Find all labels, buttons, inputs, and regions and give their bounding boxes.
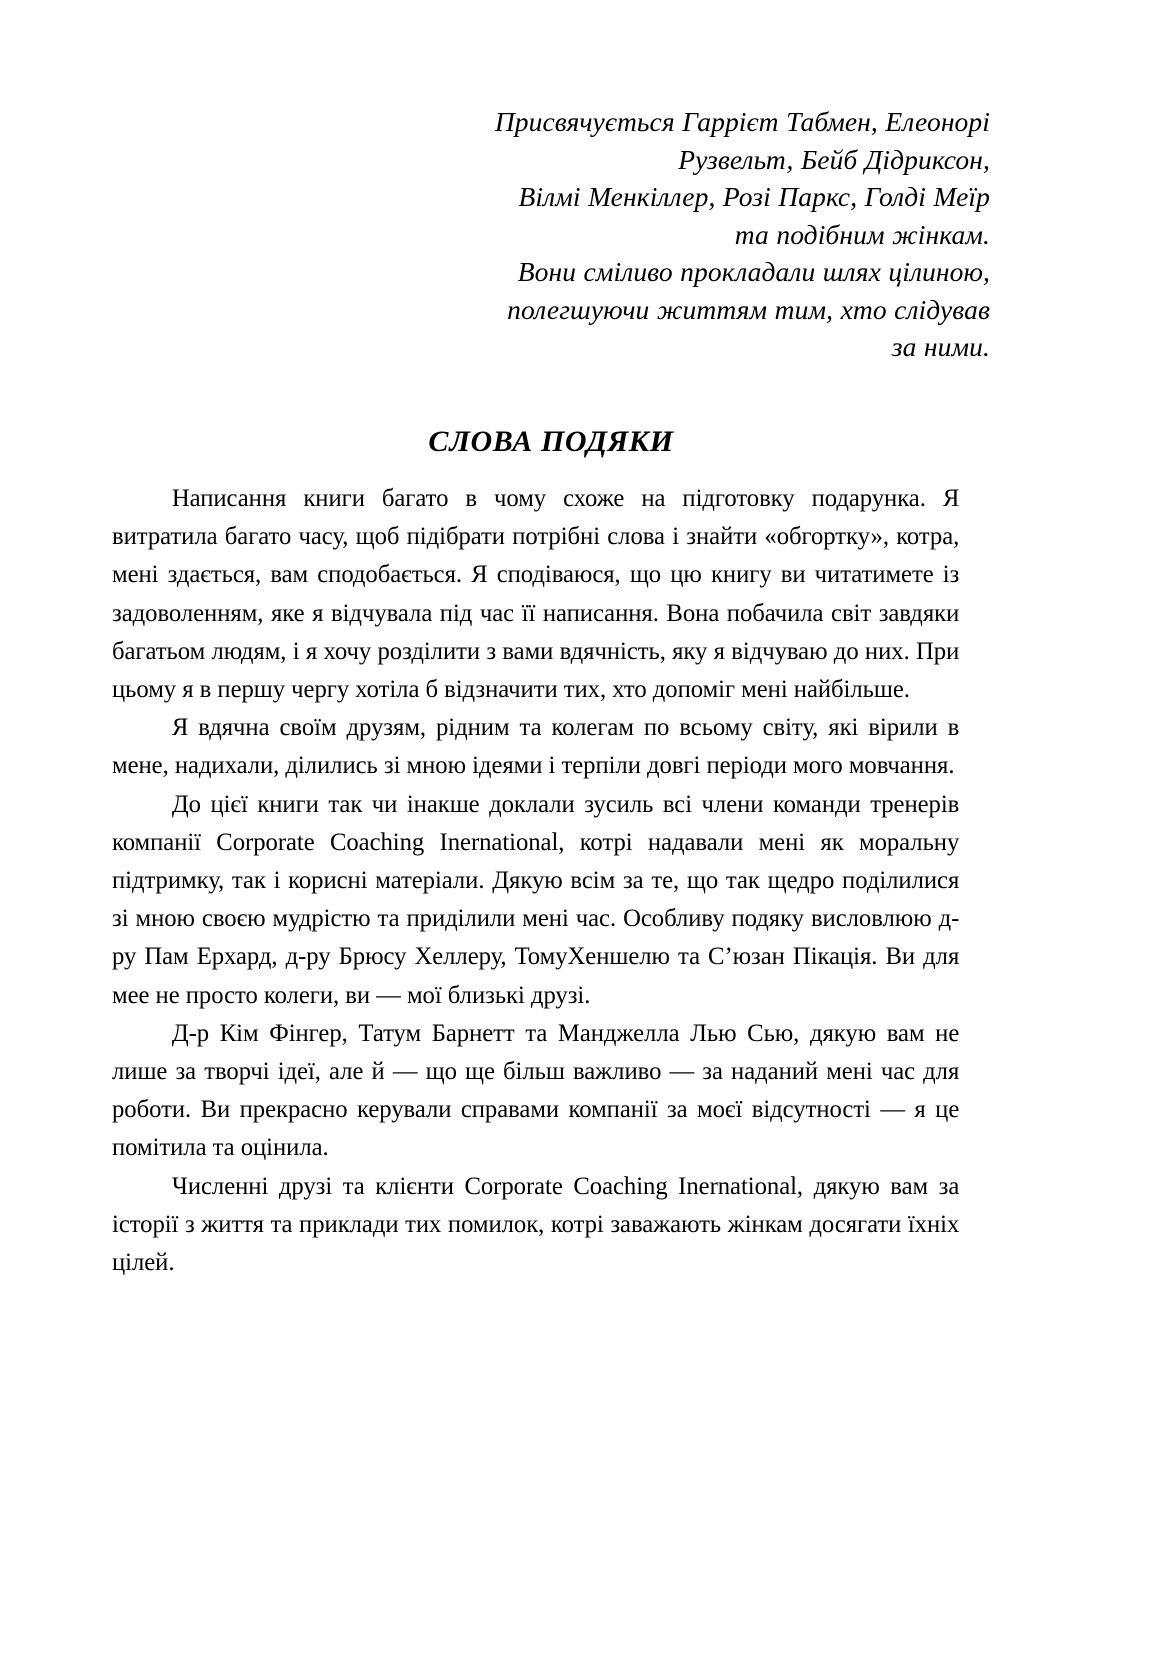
paragraph: До цієї книги так чи інакше доклали зусиль всі члени команди тренерів компанії Corporate Coaching Inernational, котрі надавали мені як моральну підтримку, так і корисні матеріали. Дякую всім за те, що так щедро поділилися зі мною своєю мудрістю та приділили мені час. Особливу подяку висловлюю д-ру Пам Ерхард, д-ру Брюсу Хеллеру, ТомуХеншелю та С’юзан Пікація. Ви для мее не просто колеги, ви — мої близькі друзі.: [112, 788, 960, 1009]
page-title: СЛОВА ПОДЯКИ: [428, 425, 674, 459]
paragraph: Написання книги багато в чому схоже на підготовку подарунка. Я витратила багато часу, щоб підібрати потрібні слова і знайти «обгортку», котра, мені здається, вам сподобається. Я сподіваюся, що цю книгу ви читатимете із задоволенням, яке я відчувала під час її написання. Вона побачила світ завдяки багатьом людям, і я хочу розділити з вами вдячність, яку я відчуваю до них. При цьому я в першу чергу хотіла б відзначити тих, хто допоміг мені найбільше.: [112, 483, 960, 704]
paragraph: Численні друзі та клієнти Corporate Coaching Inernational, дякую вам за історії з життя та приклади тих помилок, котрі заважають жінкам досягати їхніх цілей.: [112, 1170, 960, 1277]
dedication-line: Присвячується Гаррієт Табмен, Елеонорі: [494, 106, 990, 137]
paragraph: Д-р Кім Фінгер, Татум Барнетт та Манджелла Лью Сью, дякую вам не лише за творчі ідеї, але й — що ще більш важливо — за наданий мені час для роботи. Ви прекрасно керували справами компанії за моєї відсутності — я це помітила та оцінила.: [112, 1017, 960, 1162]
dedication-line: та подібним жінкам.: [734, 218, 990, 250]
body-text: [112, 479, 959, 1281]
dedication-line: Рузвельт, Бейб Дідриксон,: [678, 143, 990, 175]
paragraph: Я вдячна своїм друзям, рідним та колегам по всьому світу, які вірили в мене, надихали, ділились зі мною ідеями і терпіли довгі періоди мого мовчання.: [112, 712, 960, 780]
dedication-line: за ними.: [891, 331, 990, 362]
dedication-block: [112, 103, 990, 366]
dedication-line: Вони сміливо прокладали шлях цілиною,: [517, 256, 990, 287]
dedication-line: Вілмі Менкіллер, Розі Паркс, Голді Меїр: [518, 181, 990, 212]
dedication-line: полегшуючи життям тим, хто слідував: [507, 293, 990, 325]
